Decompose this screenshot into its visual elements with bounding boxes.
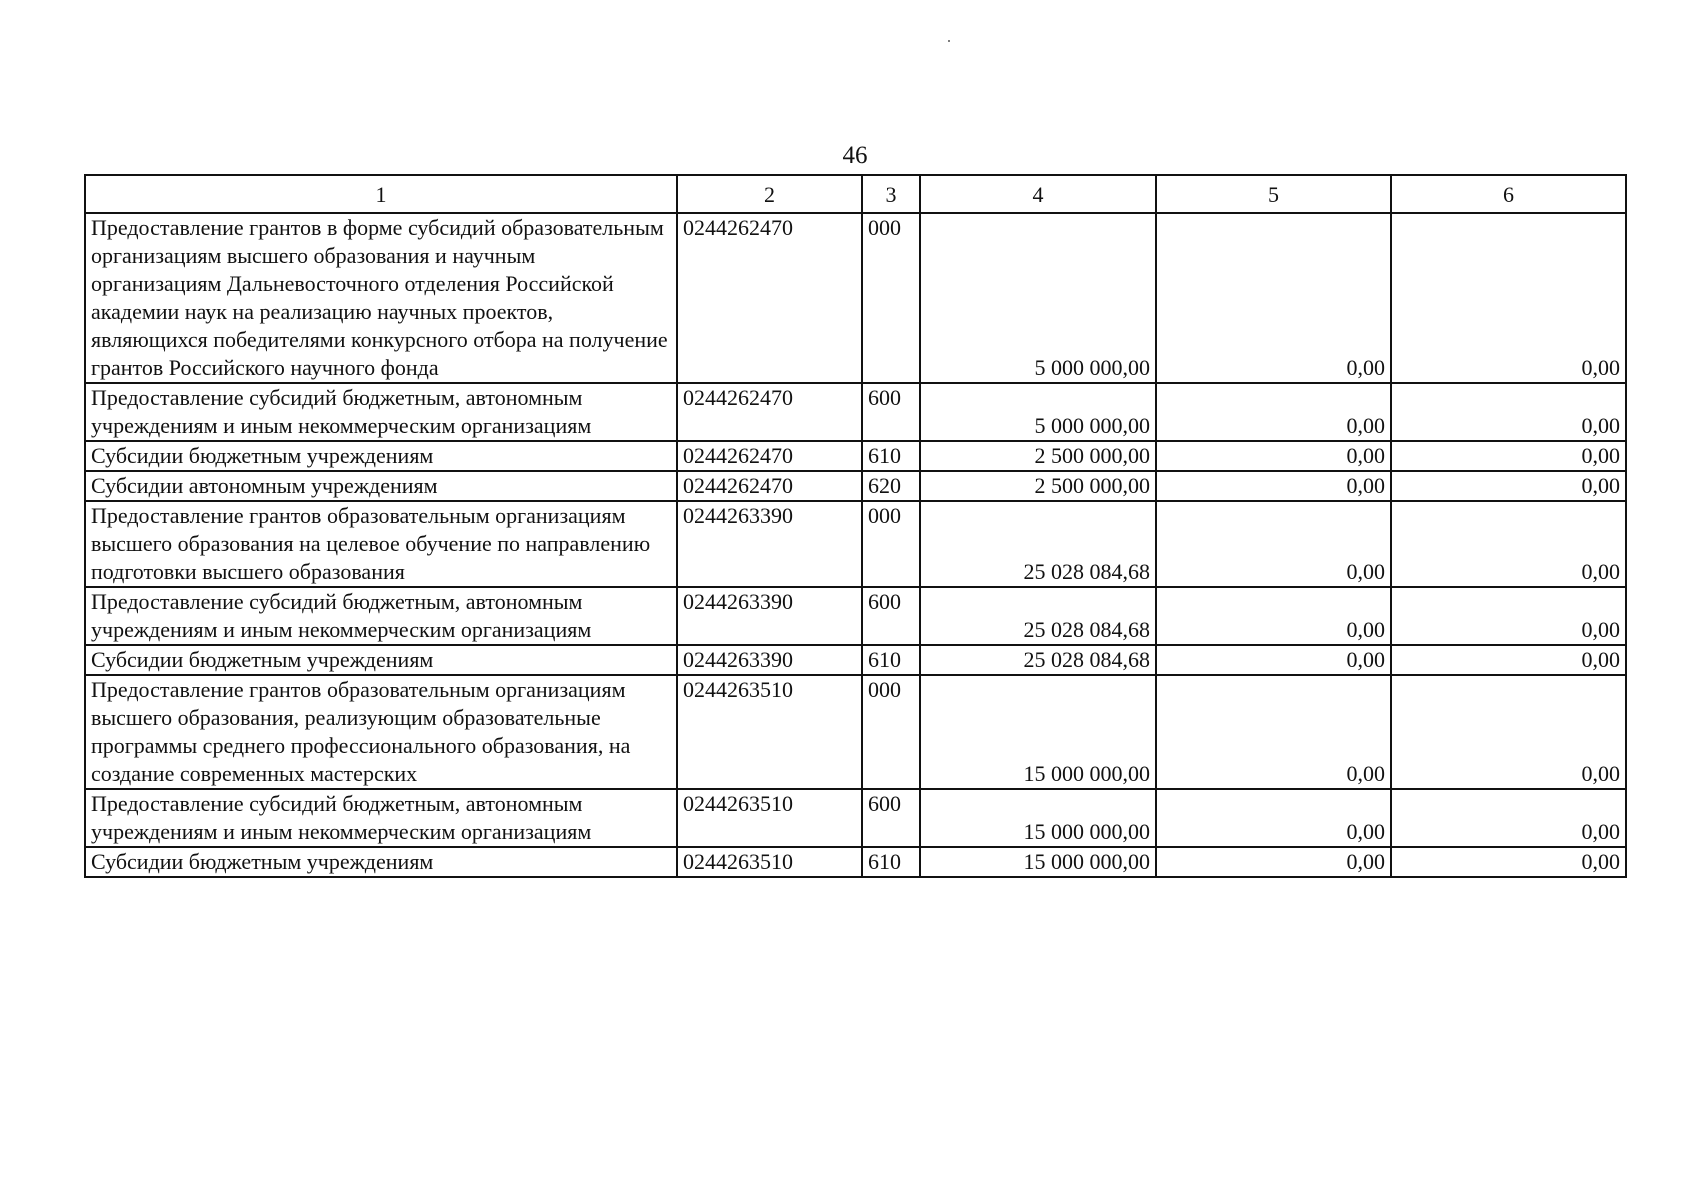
amount-col-6: 0,00: [1391, 587, 1626, 645]
row-name: Субсидии бюджетным учреждениям: [85, 645, 677, 675]
row-name: Предоставление субсидий бюджетным, автономным учреждениям и иным некоммерческим организациям: [85, 383, 677, 441]
amount-col-4: 2 500 000,00: [920, 441, 1156, 471]
column-header-6: 6: [1391, 175, 1626, 213]
target-article-code: 0244263510: [677, 789, 862, 847]
amount-col-6: 0,00: [1391, 501, 1626, 587]
table-row: [85, 789, 1626, 847]
row-name: Субсидии бюджетным учреждениям: [85, 441, 677, 471]
amount-col-4: 5 000 000,00: [920, 383, 1156, 441]
page-number: 46: [842, 142, 868, 169]
target-article-code: 0244263510: [677, 847, 862, 877]
expense-type-code: 000: [862, 501, 920, 587]
target-article-code: 0244262470: [677, 471, 862, 501]
row-name: Предоставление грантов образовательным организациям высшего образования на целевое обучение по направлению подготовки высшего образования: [85, 501, 677, 587]
amount-col-5: 0,00: [1156, 587, 1391, 645]
expense-type-code: 600: [862, 789, 920, 847]
amount-col-5: 0,00: [1156, 645, 1391, 675]
expense-type-code: 610: [862, 441, 920, 471]
table-header: [85, 175, 1626, 213]
amount-col-6: 0,00: [1391, 383, 1626, 441]
amount-col-4: 5 000 000,00: [920, 213, 1156, 383]
expense-type-code: 000: [862, 675, 920, 789]
amount-col-6: 0,00: [1391, 645, 1626, 675]
table-row: [85, 471, 1626, 501]
amount-col-6: 0,00: [1391, 675, 1626, 789]
amount-col-5: 0,00: [1156, 383, 1391, 441]
amount-col-4: 15 000 000,00: [920, 789, 1156, 847]
target-article-code: 0244262470: [677, 213, 862, 383]
row-name: Предоставление субсидий бюджетным, автономным учреждениям и иным некоммерческим организациям: [85, 789, 677, 847]
amount-col-6: 0,00: [1391, 789, 1626, 847]
expense-type-code: 610: [862, 847, 920, 877]
target-article-code: 0244263390: [677, 645, 862, 675]
target-article-code: 0244263390: [677, 587, 862, 645]
budget-table: [84, 174, 1627, 878]
amount-col-4: 25 028 084,68: [920, 501, 1156, 587]
header-row: [85, 175, 1626, 213]
table-row: [85, 501, 1626, 587]
column-header-1: 1: [85, 175, 677, 213]
amount-col-4: 15 000 000,00: [920, 847, 1156, 877]
column-header-3: 3: [862, 175, 920, 213]
target-article-code: 0244263510: [677, 675, 862, 789]
amount-col-6: 0,00: [1391, 471, 1626, 501]
column-header-2: 2: [677, 175, 862, 213]
expense-type-code: 600: [862, 587, 920, 645]
amount-col-4: 25 028 084,68: [920, 587, 1156, 645]
table-row: [85, 847, 1626, 877]
row-name: Предоставление грантов образовательным организациям высшего образования, реализующим образовательные программы среднего профессионального образования, на создание современных мастерских: [85, 675, 677, 789]
table-row: [85, 675, 1626, 789]
table-row: [85, 645, 1626, 675]
target-article-code: 0244262470: [677, 441, 862, 471]
target-article-code: 0244263390: [677, 501, 862, 587]
amount-col-5: 0,00: [1156, 501, 1391, 587]
amount-col-5: 0,00: [1156, 789, 1391, 847]
amount-col-6: 0,00: [1391, 213, 1626, 383]
expense-type-code: 000: [862, 213, 920, 383]
amount-col-6: 0,00: [1391, 847, 1626, 877]
table-row: [85, 213, 1626, 383]
table-row: [85, 587, 1626, 645]
amount-col-6: 0,00: [1391, 441, 1626, 471]
row-name: Субсидии бюджетным учреждениям: [85, 847, 677, 877]
column-header-5: 5: [1156, 175, 1391, 213]
amount-col-5: 0,00: [1156, 471, 1391, 501]
amount-col-5: 0,00: [1156, 675, 1391, 789]
row-name: Предоставление грантов в форме субсидий образовательным организациям высшего образования и научным организациям Дальневосточного отделения Российской академии наук на реализацию научных проектов, являющихся победителями конкурсного отбора на получение грантов Российского научного фонда: [85, 213, 677, 383]
table-row: [85, 383, 1626, 441]
amount-col-4: 25 028 084,68: [920, 645, 1156, 675]
row-name: Предоставление субсидий бюджетным, автономным учреждениям и иным некоммерческим организациям: [85, 587, 677, 645]
expense-type-code: 600: [862, 383, 920, 441]
expense-type-code: 620: [862, 471, 920, 501]
target-article-code: 0244262470: [677, 383, 862, 441]
table-row: [85, 441, 1626, 471]
scan-speck: [948, 40, 950, 42]
column-header-4: 4: [920, 175, 1156, 213]
table-body: [85, 213, 1626, 877]
amount-col-4: 15 000 000,00: [920, 675, 1156, 789]
amount-col-5: 0,00: [1156, 441, 1391, 471]
row-name: Субсидии автономным учреждениям: [85, 471, 677, 501]
expense-type-code: 610: [862, 645, 920, 675]
amount-col-4: 2 500 000,00: [920, 471, 1156, 501]
amount-col-5: 0,00: [1156, 213, 1391, 383]
amount-col-5: 0,00: [1156, 847, 1391, 877]
